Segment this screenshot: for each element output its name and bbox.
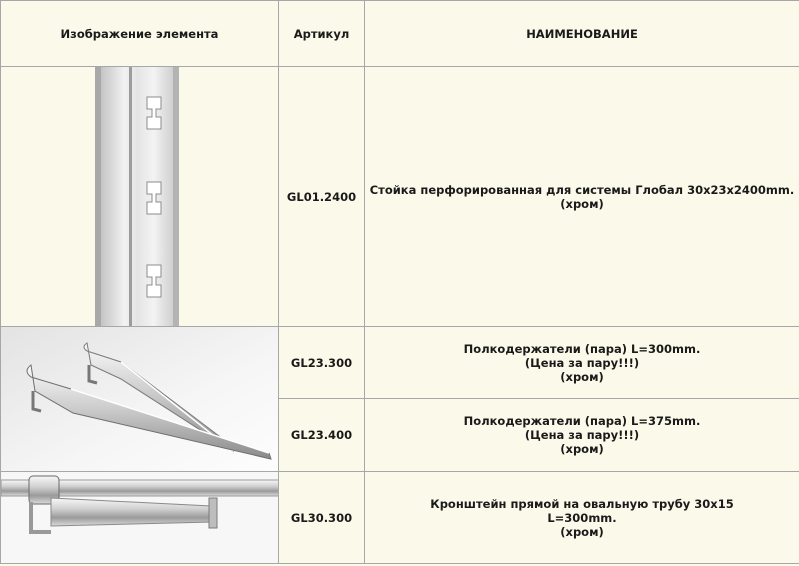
table-row	[1, 472, 799, 564]
product-name-line: Кронштейн прямой на овальную трубу 30х15	[430, 496, 734, 511]
header-image: Изображение элемента	[1, 1, 279, 67]
product-name-line: Полкодержатели (пара) L=300mm.	[463, 341, 701, 356]
product-name-cell	[365, 327, 799, 399]
article-cell: GL23.300	[279, 327, 365, 399]
product-name-line: Полкодержатели (пара) L=375mm.	[463, 414, 701, 428]
product-name-cell	[365, 472, 799, 564]
shelf-brackets-image	[1, 327, 278, 471]
product-name-line: (Цена за пару!!!)	[524, 428, 640, 442]
upright-post-image	[1, 67, 278, 326]
product-name-line: L=300mm.	[547, 510, 617, 525]
article-cell: GL01.2400	[279, 67, 365, 327]
product-name-cell	[365, 399, 799, 472]
product-image-cell	[1, 472, 279, 564]
product-name-line: (хром)	[560, 369, 604, 384]
product-name-line: (Цена за пару!!!)	[524, 355, 640, 370]
product-name-line: (хром)	[560, 196, 604, 211]
article-cell: GL30.300	[279, 472, 365, 564]
header-name: НАИМЕНОВАНИЕ	[365, 1, 799, 67]
table-row	[1, 67, 799, 327]
product-name-line: (хром)	[560, 524, 604, 539]
product-name-line: Стойка перфорированная для системы Глобал 30х23х2400mm.	[369, 182, 795, 197]
product-image-cell	[1, 327, 279, 472]
product-name-cell	[365, 67, 799, 327]
article-cell: GL23.400	[279, 399, 365, 472]
straight-bracket-image	[1, 472, 278, 563]
table-row	[1, 327, 799, 399]
header-article: Артикул	[279, 1, 365, 67]
product-image-cell	[1, 67, 279, 327]
product-name-line: (хром)	[560, 442, 604, 456]
header-row	[1, 1, 799, 67]
